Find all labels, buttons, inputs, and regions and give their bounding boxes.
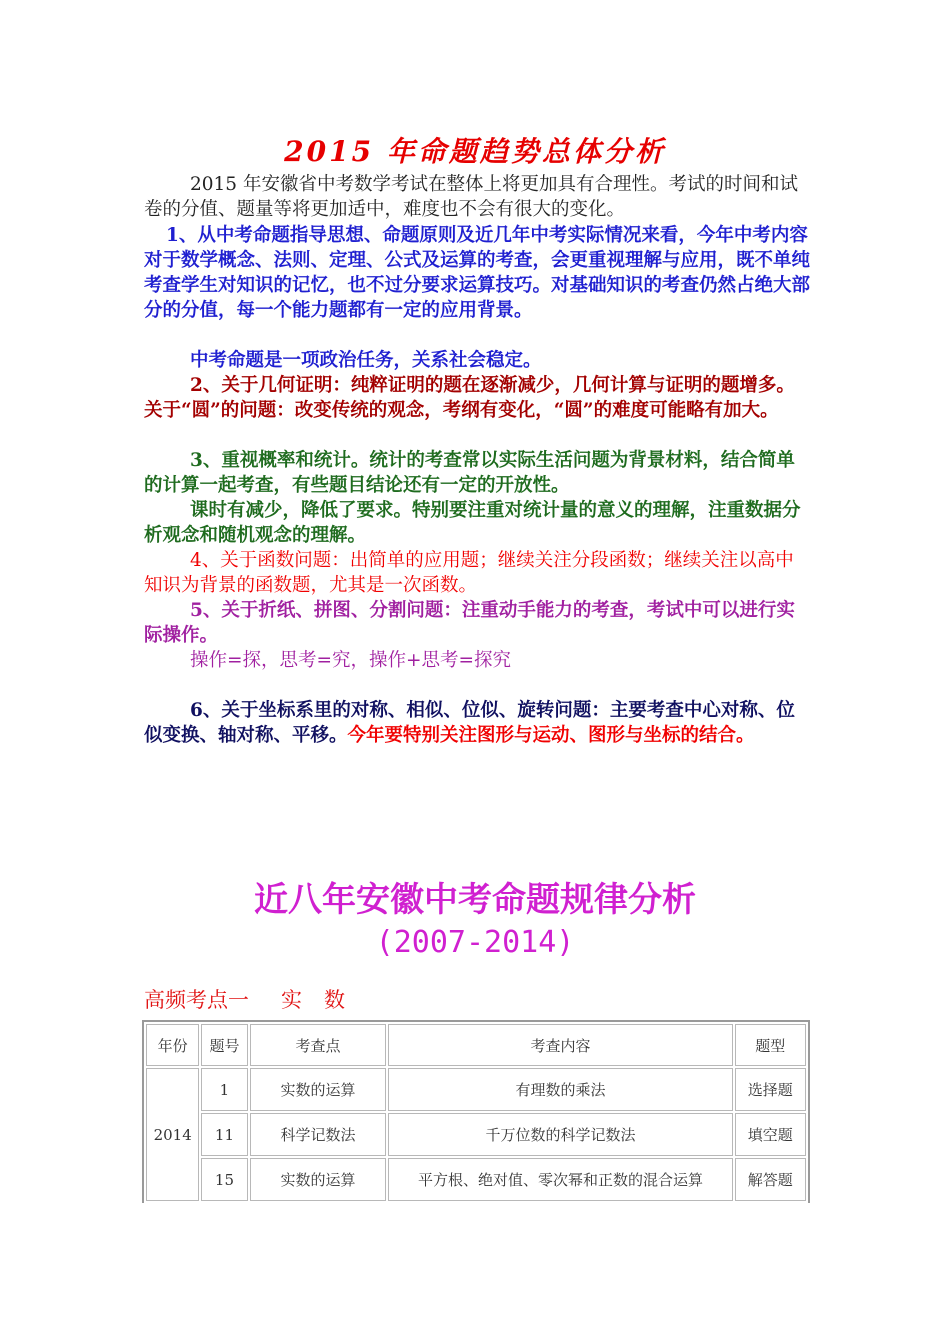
point-3-paragraph: 3、重视概率和统计。统计的考查常以实际生活问题为背景材料，结合简单的计算一起考查，有些题目结论还有一定的开放性。 [144,450,795,496]
header-number: 题号 [201,1024,247,1066]
point-1-paragraph: 1、从中考命题指导思想、命题原则及近几年中考实际情况来看，今年中考内容对于数学概念、法则、定理、公式及运算的考查，会更重视理解与应用，既不单纯考查学生对知识的记忆，也不过分要求运算技巧。对基础知识的考查仍然占绝大部分的分值，每一个能力题都有一定的应用背景。 [144,225,811,321]
table-row [146,1068,806,1111]
political-task-paragraph: 中考命题是一项政治任务，关系社会稳定。 [190,350,542,371]
content-cell: 有理数的乘法 [388,1068,732,1111]
table-header-row [146,1024,806,1066]
point-6-text: 6、关于坐标系里的对称、相似、位似、旋转问题：主要考查中心对称、位似变换、轴对称、平移。 [144,700,795,746]
content-cell: 平方根、绝对值、零次幂和正数的混合运算 [388,1158,732,1201]
section-topic-a: 实 [281,988,302,1012]
table-row [146,1158,806,1201]
type-cell: 解答题 [735,1158,806,1201]
section-label: 高频考点一 [144,988,249,1012]
number-cell: 11 [201,1113,247,1156]
exam-points-table [142,1020,810,1203]
point-2-paragraph: 2、关于几何证明：纯粹证明的题在逐渐减少，几何计算与证明的题增多。关于“圆”的问题：改变传统的观念，考纲有变化，“圆”的难度可能略有加大。 [144,375,795,421]
point-4-paragraph: 4、关于函数问题：出简单的应用题；继续关注分段函数；继续关注以高中知识为背景的函数题，尤其是一次函数。 [144,550,794,596]
type-cell: 选择题 [735,1068,806,1111]
point-cell: 实数的运算 [250,1158,387,1201]
header-year: 年份 [146,1024,199,1066]
content-cell: 千万位数的科学记数法 [388,1113,732,1156]
type-cell: 填空题 [735,1113,806,1156]
intro-paragraph: 2015 年安徽省中考数学考试在整体上将更加具有合理性。考试的时间和试卷的分值、题量等将更加适中，难度也不会有很大的变化。 [144,174,798,220]
header-type: 题型 [735,1024,806,1066]
header-point: 考查点 [250,1024,387,1066]
section-topic-b: 数 [324,988,345,1012]
number-cell: 15 [201,1158,247,1201]
statistics-note-paragraph: 课时有减少，降低了要求。特别要注重对统计量的意义的理解，注重数据分析观念和随机观念的理解。 [144,500,801,546]
number-cell: 1 [201,1068,247,1111]
year-cell: 2014 [146,1068,199,1201]
analysis-years: (2007-2014) [375,925,575,960]
point-6-paragraph [144,698,810,748]
header-content: 考查内容 [388,1024,732,1066]
analysis-heading: 近八年安徽中考命题规律分析 [254,880,696,920]
point-cell: 科学记数法 [250,1113,387,1156]
table-row [146,1113,806,1156]
operation-formula: 操作=探，思考=究，操作+思考=探究 [190,650,512,671]
section-heading [144,984,345,1014]
point-5-paragraph: 5、关于折纸、拼图、分割问题：注重动手能力的考查，考试中可以进行实际操作。 [144,600,795,646]
page-title: 2015 年命题趋势总体分析 [284,135,666,168]
point-6-highlight: 今年要特别关注图形与运动、图形与坐标的结合。 [347,725,755,746]
point-cell: 实数的运算 [250,1068,387,1111]
